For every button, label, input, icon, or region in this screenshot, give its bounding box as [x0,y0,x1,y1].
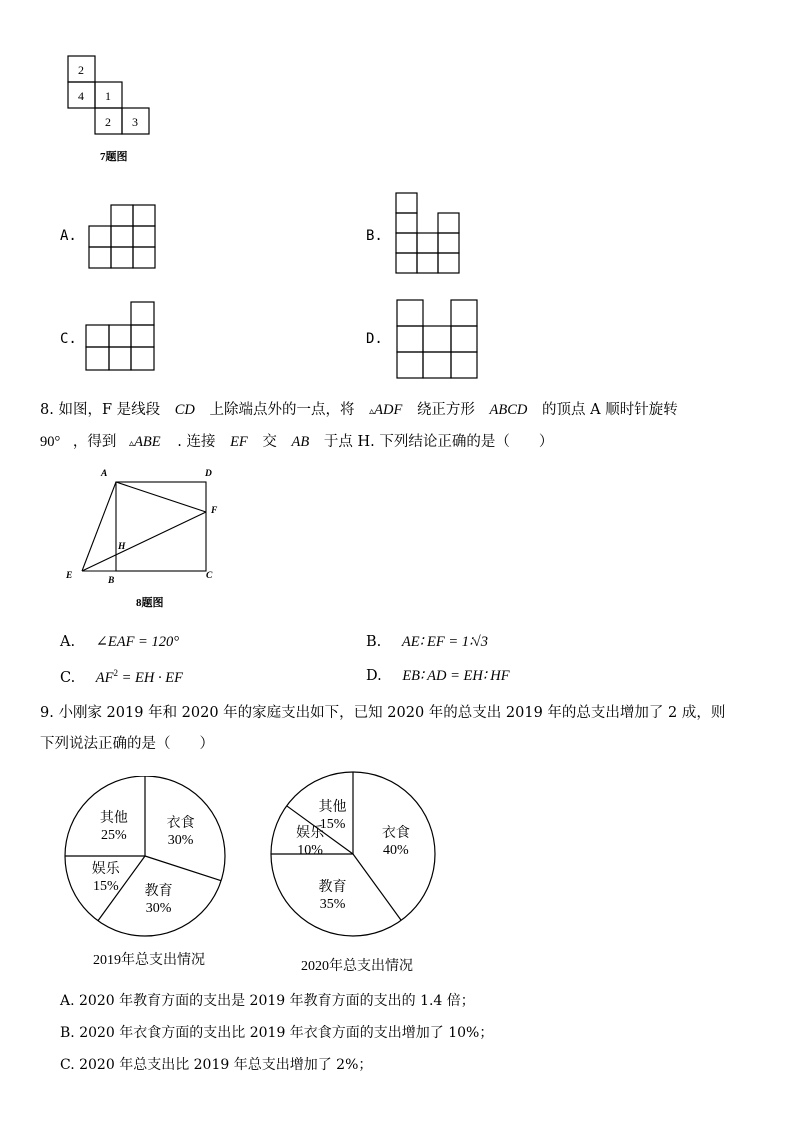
pie-slice-category: 衣食 [166,816,195,832]
net-cell: 4 [78,89,84,103]
q8-option-b-label: B. [366,634,382,650]
q8-math-adf: ADF [374,402,403,418]
q8-option-d-label: D. [366,668,382,684]
pie-2019-title: 2019年总支出情况 [93,953,205,968]
pie-slice-category: 教育 [144,883,173,899]
q8-math-cd: CD [174,402,195,418]
pie-slice-category: 衣食 [381,826,410,842]
point-label-f: F [211,506,218,516]
pie-slice-percent: 35% [319,897,346,913]
q8-option-c-label: C. [60,669,76,686]
q8-option-b[interactable] [366,634,488,651]
pie-slice-percent: 10% [297,843,323,859]
q7-option-b-label[interactable]: B. [366,228,383,244]
q8-text: ，得到 [72,434,117,450]
triangle-icon: ▵ [129,438,135,449]
q7-option-b-figure [395,192,465,276]
pie-slice-percent: 30% [145,900,172,916]
q8-stem-line1 [40,398,678,419]
q7-net-figure [60,50,160,140]
pie-slice-boundary [353,854,401,920]
q8-text: . 连接 [177,434,216,450]
q8-math-abcd: ABCD [489,402,528,418]
point-label-d: D [205,469,212,479]
pie-2020-title: 2020年总支出情况 [301,959,413,974]
q8-option-a-text: ∠EAF = 120° [95,634,180,650]
q8-math-abe: ABE [134,434,161,450]
net-cell: 2 [105,115,111,129]
q8-text: 的顶点 A 顺时针旋转 [542,402,678,418]
q8-text: 交 [262,434,277,450]
q8-math-90: 90° [40,434,61,450]
q8-option-b-text: AE∶ EF = 1∶√3 [401,634,488,650]
net-cell: 1 [105,89,111,103]
q7-option-c-label[interactable]: C. [60,331,77,347]
point-label-b: B [108,576,115,586]
q8-caption: 8题图 [136,597,164,609]
q8-math-ab: AB [291,434,310,450]
pie-chart-2020 [265,768,445,948]
q7-option-c-figure [85,300,161,374]
pie-slice-category: 娱乐 [91,861,120,877]
pie-slice-percent: 15% [319,816,346,832]
q8-option-c-text: $AF^2$ = EH · EF [95,668,183,686]
pie-slice-percent: 40% [383,843,409,859]
q7-option-a-label[interactable]: A. [60,228,77,244]
pie-slice-category: 其他 [318,799,347,815]
q7-option-d-label[interactable]: D. [366,331,383,347]
point-label-h: H [118,542,126,552]
pie-slice-percent: 25% [101,827,127,843]
pie-slice-percent: 30% [167,833,194,849]
pie-slice-category: 其他 [99,810,128,826]
q8-text: 8. 如图，F 是线段 [40,402,161,418]
point-label-e: E [66,571,73,581]
q8-option-d[interactable] [366,668,510,685]
q9-stem-line2: 下列说法正确的是（ ） [40,736,214,752]
q9-stem-line1: 9. 小刚家 2019 年和 2020 年的家庭支出如下，已知 2020 年的总支出 2019 年的总支出增加了 2 成，则 [40,705,726,721]
net-cell: 2 [78,63,84,77]
q8-geometry-figure [60,462,230,592]
pie-slice-category: 娱乐 [296,826,325,842]
q8-text: 于点 H. 下列结论正确的是（ ） [323,434,554,450]
point-label-a: A [101,469,108,479]
pie-slice-category: 教育 [318,880,347,896]
q9-option-c[interactable]: C. 2020 年总支出比 2019 年总支出增加了 2%； [60,1057,373,1073]
q8-stem-line2 [40,430,553,451]
q9-option-b[interactable]: B. 2020 年衣食方面的支出比 2019 年衣食方面的支出增加了 10%； [60,1025,494,1041]
q8-option-a[interactable] [60,634,179,651]
q7-option-a-figure [88,204,160,272]
q8-math-ef: EF [230,434,248,450]
q8-text: 绕正方形 [416,402,475,418]
pie-slice-boundary [145,856,221,881]
q8-option-a-label: A. [60,634,76,650]
net-cell: 3 [132,115,138,129]
triangle-icon: ▵ [369,406,375,417]
q7-option-d-figure [396,299,480,381]
q8-text: 上除端点外的一点，将 [209,402,355,418]
pie-chart-2019 [55,776,235,956]
q8-option-d-text: EB∶ AD = EH∶ HF [402,668,510,684]
pie-slice-percent: 15% [92,878,119,894]
q7-caption: 7题图 [100,151,128,163]
q9-option-a[interactable]: A. 2020 年教育方面的支出是 2019 年教育方面的支出的 1.4 倍； [60,993,475,1009]
point-label-c: C [206,571,213,581]
q8-option-c[interactable] [60,668,183,687]
